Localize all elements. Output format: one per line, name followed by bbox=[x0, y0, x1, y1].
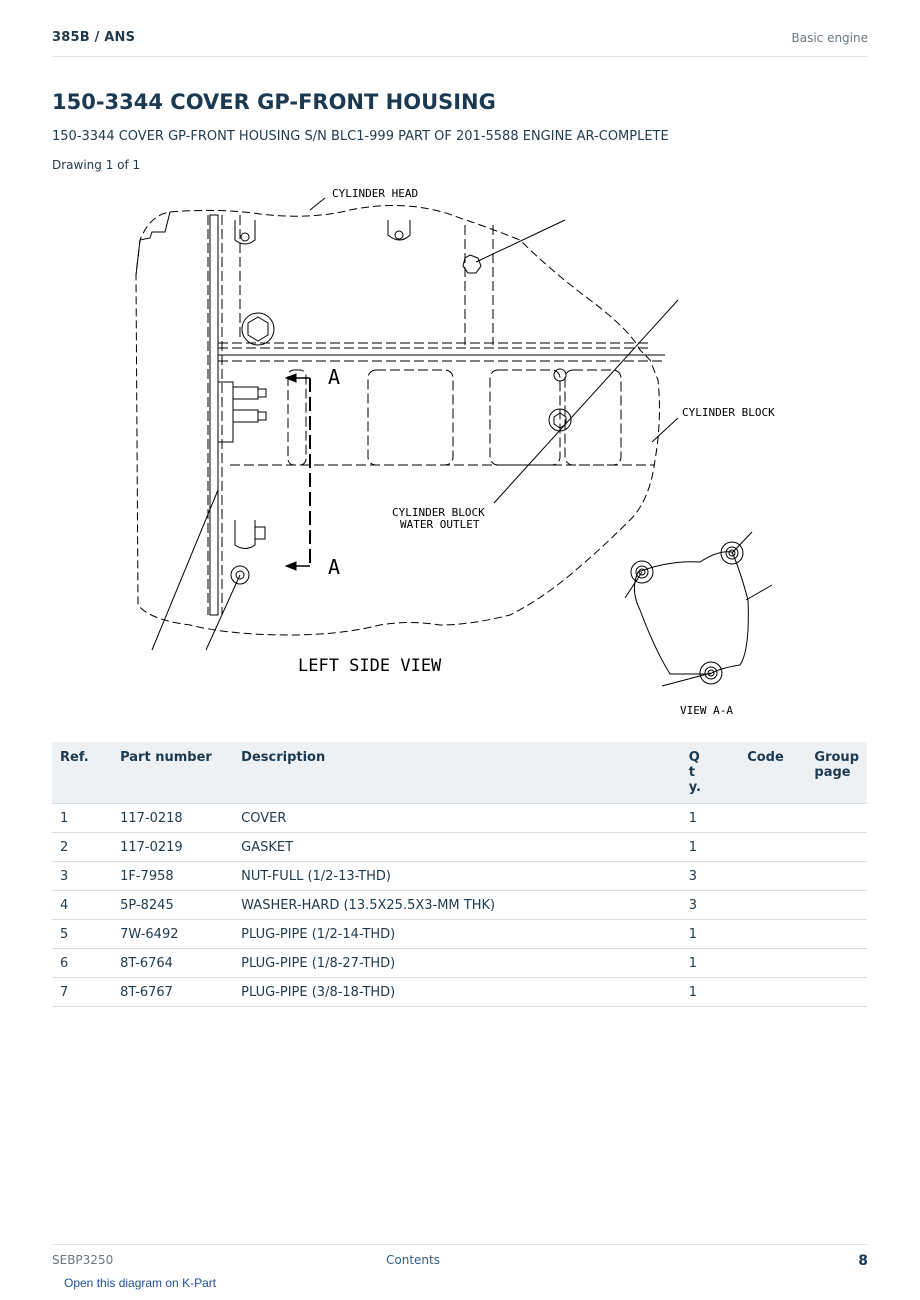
table-row bbox=[52, 891, 867, 920]
cell-group-page bbox=[806, 804, 867, 833]
cell-part-number: 7W-6492 bbox=[112, 920, 233, 949]
cell-ref: 4 bbox=[52, 891, 112, 920]
model-label: 385B / ANS bbox=[52, 30, 136, 45]
cell-description: WASHER-HARD (13.5X25.5X3-MM THK) bbox=[233, 891, 681, 920]
cell-code bbox=[739, 978, 806, 1007]
cell-group-page bbox=[806, 978, 867, 1007]
cell-code bbox=[739, 833, 806, 862]
cell-code bbox=[739, 862, 806, 891]
cell-description: COVER bbox=[233, 804, 681, 833]
cell-group-page bbox=[806, 862, 867, 891]
cell-code bbox=[739, 920, 806, 949]
cell-qty: 1 bbox=[681, 978, 740, 1007]
cell-ref: 3 bbox=[52, 862, 112, 891]
cell-part-number: 8T-6767 bbox=[112, 978, 233, 1007]
cell-group-page bbox=[806, 949, 867, 978]
cell-description: GASKET bbox=[233, 833, 681, 862]
view-aa-cover bbox=[634, 552, 748, 674]
cell-part-number: 117-0219 bbox=[112, 833, 233, 862]
cell-description: PLUG-PIPE (1/8-27-THD) bbox=[233, 949, 681, 978]
table-row bbox=[52, 920, 867, 949]
cell-group-page bbox=[806, 891, 867, 920]
label-water-outlet-2: WATER OUTLET bbox=[400, 518, 480, 531]
table-header-row bbox=[52, 742, 867, 804]
cell-part-number: 117-0218 bbox=[112, 804, 233, 833]
table-row bbox=[52, 833, 867, 862]
table-row bbox=[52, 978, 867, 1007]
cell-group-page bbox=[806, 920, 867, 949]
page-footer bbox=[52, 1244, 868, 1275]
block-outline bbox=[136, 206, 659, 636]
cell-part-number: 1F-7958 bbox=[112, 862, 233, 891]
cell-description: PLUG-PIPE (1/2-14-THD) bbox=[233, 920, 681, 949]
cell-ref: 5 bbox=[52, 920, 112, 949]
page-subtitle: 150-3344 COVER GP-FRONT HOUSING S/N BLC1-999 PART OF 201-5588 ENGINE AR-COMPLETE bbox=[52, 129, 669, 144]
kpart-link[interactable]: Open this diagram on K-Part bbox=[64, 1276, 217, 1290]
label-cylinder-head: CYLINDER HEAD bbox=[332, 187, 419, 200]
cell-code bbox=[739, 891, 806, 920]
cell-ref: 6 bbox=[52, 949, 112, 978]
section-label: Basic engine bbox=[791, 31, 868, 45]
cell-qty: 1 bbox=[681, 833, 740, 862]
cell-ref: 7 bbox=[52, 978, 112, 1007]
col-description: Description bbox=[233, 742, 681, 804]
cell-group-page bbox=[806, 833, 867, 862]
page-title: 150-3344 COVER GP-FRONT HOUSING bbox=[52, 90, 496, 114]
label-water-outlet-1: CYLINDER BLOCK bbox=[392, 506, 485, 519]
cell-code bbox=[739, 949, 806, 978]
page-header bbox=[52, 28, 868, 57]
cell-part-number: 8T-6764 bbox=[112, 949, 233, 978]
label-left-side-view: LEFT SIDE VIEW bbox=[298, 656, 442, 676]
col-part-number: Part number bbox=[112, 742, 233, 804]
cell-qty: 1 bbox=[681, 804, 740, 833]
drawing-label: Drawing 1 of 1 bbox=[52, 158, 141, 172]
label-section-a-top: A bbox=[328, 365, 341, 389]
cell-description: NUT-FULL (1/2-13-THD) bbox=[233, 862, 681, 891]
page-number: 8 bbox=[858, 1253, 868, 1269]
contents-link[interactable]: Contents bbox=[386, 1253, 440, 1267]
cell-qty: 1 bbox=[681, 949, 740, 978]
label-cylinder-block: CYLINDER BLOCK bbox=[682, 406, 775, 419]
col-ref: Ref. bbox=[52, 742, 112, 804]
parts-diagram bbox=[110, 180, 810, 725]
cell-qty: 3 bbox=[681, 862, 740, 891]
table-row bbox=[52, 949, 867, 978]
parts-table bbox=[52, 742, 867, 1007]
label-section-a-bottom: A bbox=[328, 555, 341, 579]
cell-code bbox=[739, 804, 806, 833]
col-code: Code bbox=[739, 742, 806, 804]
cell-ref: 2 bbox=[52, 833, 112, 862]
cell-part-number: 5P-8245 bbox=[112, 891, 233, 920]
doc-id: SEBP3250 bbox=[52, 1253, 114, 1267]
cell-ref: 1 bbox=[52, 804, 112, 833]
cell-description: PLUG-PIPE (3/8-18-THD) bbox=[233, 978, 681, 1007]
table-row bbox=[52, 804, 867, 833]
table-row bbox=[52, 862, 867, 891]
cell-qty: 3 bbox=[681, 891, 740, 920]
label-view-aa: VIEW A-A bbox=[680, 704, 733, 717]
col-group-page: Group page bbox=[806, 742, 867, 804]
cell-qty: 1 bbox=[681, 920, 740, 949]
col-qty: Qty. bbox=[681, 742, 740, 804]
